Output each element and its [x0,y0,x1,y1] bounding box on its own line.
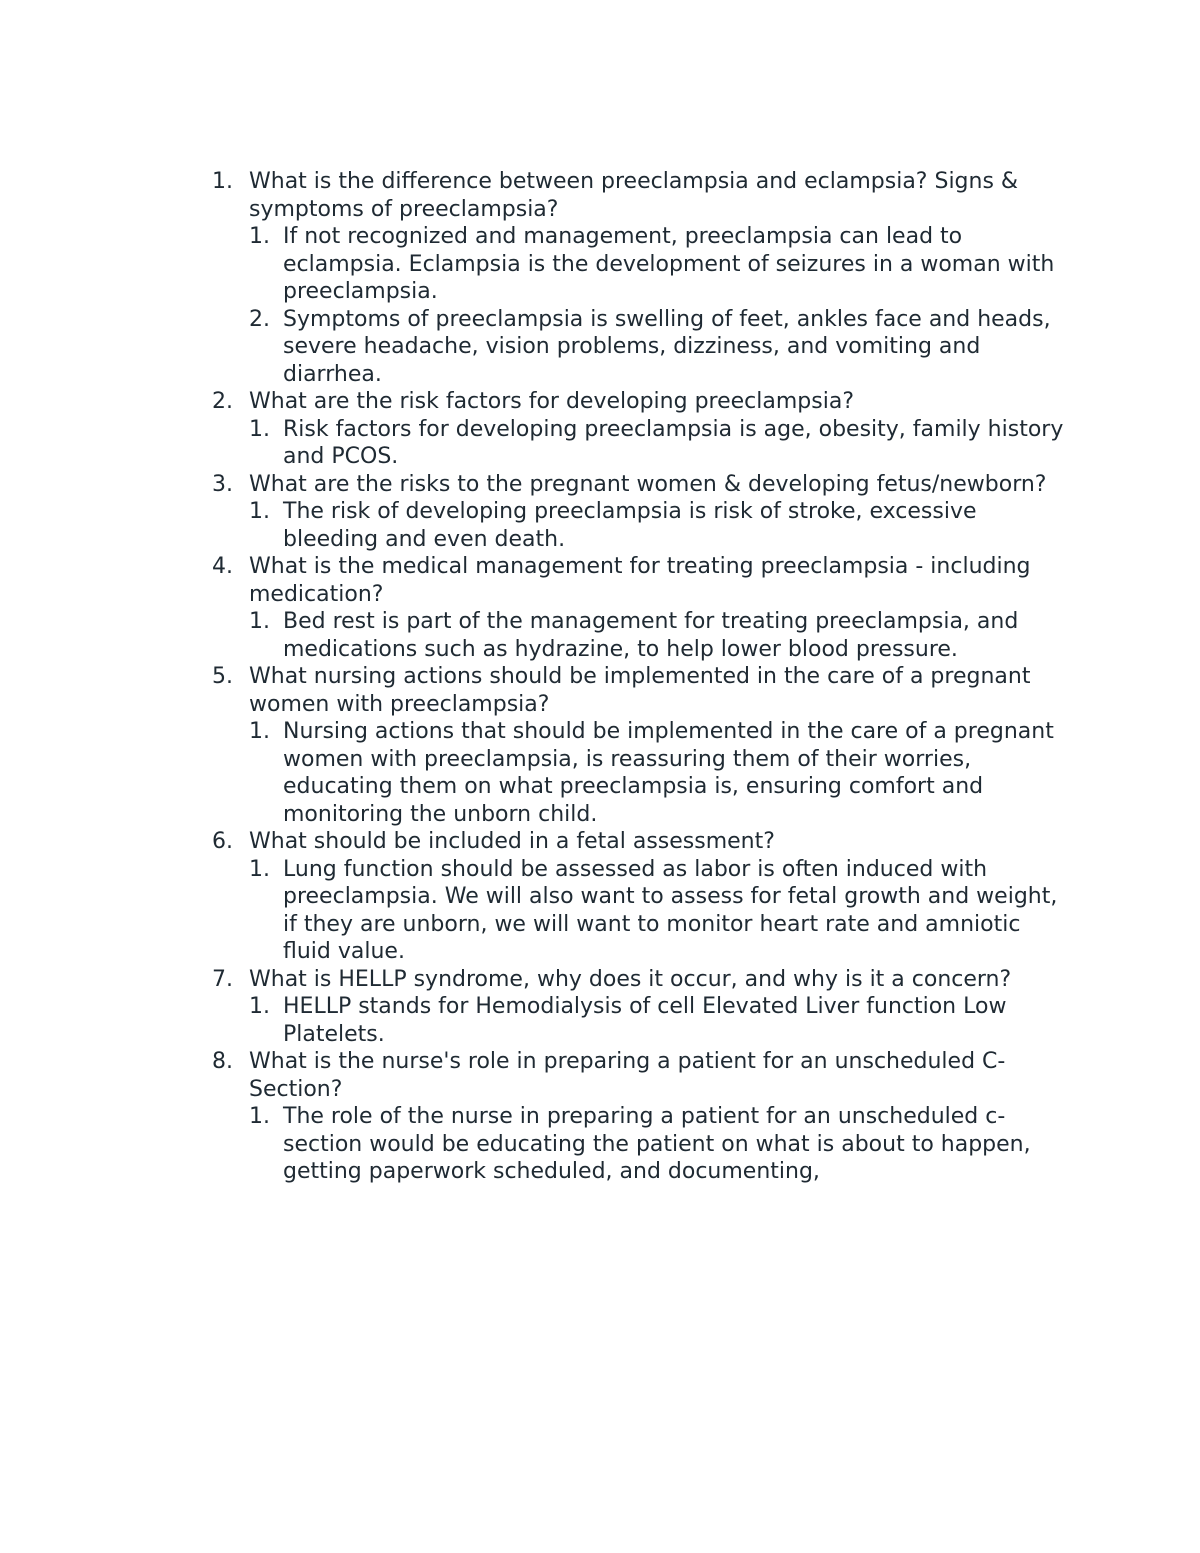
answer-list [249,993,1072,1048]
answer-number: 1. [249,856,270,882]
answer-text: Risk factors for developing preeclampsia is age, obesity, family history and PCOS. [283,416,1064,469]
question-number: 1. [212,169,233,194]
question-number: 4. [212,554,233,579]
question-number: 2. [212,389,233,414]
answer-number: 1. [249,416,270,442]
answer-text: HELLP stands for Hemodialysis of cell Elevated Liver function Low Platelets. [283,994,1007,1047]
question-body [249,168,1072,388]
question-number: 7. [212,966,233,992]
answer-list [249,416,1072,471]
answer-number: 1. [249,1104,270,1129]
question-item [212,553,1072,663]
answer-item [249,306,1072,389]
question-list [212,168,1072,1186]
question-body [249,663,1072,828]
answer-item [249,718,1072,828]
answer-number: 1. [249,994,270,1019]
question-body [249,388,1072,471]
question-text: What is the nurse's role in preparing a patient for an unscheduled C-Section? [249,1049,1006,1102]
question-item [212,966,1072,1049]
question-text: What is the medical management for treating preeclampsia - including medication? [249,554,1031,607]
question-number: 3. [212,471,233,497]
answer-item [249,1103,1072,1186]
answer-item [249,608,1072,663]
answer-item [249,498,1072,553]
answer-number: 1. [249,224,270,249]
question-body [249,1048,1072,1186]
answer-text: The role of the nurse in preparing a patient for an unscheduled c-section would be educating the patient on what is about to happen, getting paperwork scheduled, and documenting, [283,1104,1031,1184]
answer-item [249,416,1072,471]
question-number: 8. [212,1049,233,1074]
question-number: 6. [212,829,233,854]
answer-text: Symptoms of preeclampsia is swelling of feet, ankles face and heads, severe headache, vision problems, dizziness, and vomiting and diarrhea. [283,306,1051,387]
answer-item [249,993,1072,1048]
answer-list [249,718,1072,828]
question-number: 5. [212,664,233,689]
question-body [249,828,1072,966]
answer-list [249,856,1072,966]
question-text: What is HELLP syndrome, why does it occur, and why is it a concern? [249,966,1012,992]
answer-text: Nursing actions that should be implemented in the care of a pregnant women with preeclampsia, is reassuring them of their worries, educating them on what preeclampsia is, ensuring comfort and monitoring the unborn child. [283,719,1054,827]
answer-text: If not recognized and management, preeclampsia can lead to eclampsia. Eclampsia is the development of seizures in a woman with preeclampsia. [283,224,1055,304]
question-item [212,828,1072,966]
question-body [249,553,1072,663]
answer-text: Bed rest is part of the management for treating preeclampsia, and medications such as hydrazine, to help lower blood pressure. [283,609,1019,662]
answer-number: 1. [249,499,270,524]
answer-number: 1. [249,609,270,634]
question-item [212,388,1072,471]
answer-item [249,223,1072,306]
question-item [212,471,1072,554]
answer-list [249,1103,1072,1186]
question-text: What is the difference between preeclampsia and eclampsia? Signs & symptoms of preeclampsia? [249,169,1019,222]
answer-item [249,856,1072,966]
question-item [212,1048,1072,1186]
question-body [249,966,1072,1049]
question-text: What are the risk factors for developing preeclampsia? [249,389,854,414]
answer-text: The risk of developing preeclampsia is risk of stroke, excessive bleeding and even death. [283,499,977,552]
answer-text: Lung function should be assessed as labor is often induced with preeclampsia. We will also want to assess for fetal growth and weight, if they are unborn, we will want to monitor heart rate and amniotic fluid value. [283,856,1058,964]
answer-list [249,608,1072,663]
question-text: What nursing actions should be implemented in the care of a pregnant women with preeclampsia? [249,664,1031,717]
question-item [212,168,1072,388]
answer-number: 1. [249,719,270,744]
question-item [212,663,1072,828]
answer-list [249,498,1072,553]
question-text: What should be included in a fetal assessment? [249,829,775,854]
answer-number: 2. [249,306,270,332]
question-text: What are the risks to the pregnant women & developing fetus/newborn? [249,471,1047,497]
answer-list [249,223,1072,388]
question-body [249,471,1072,554]
